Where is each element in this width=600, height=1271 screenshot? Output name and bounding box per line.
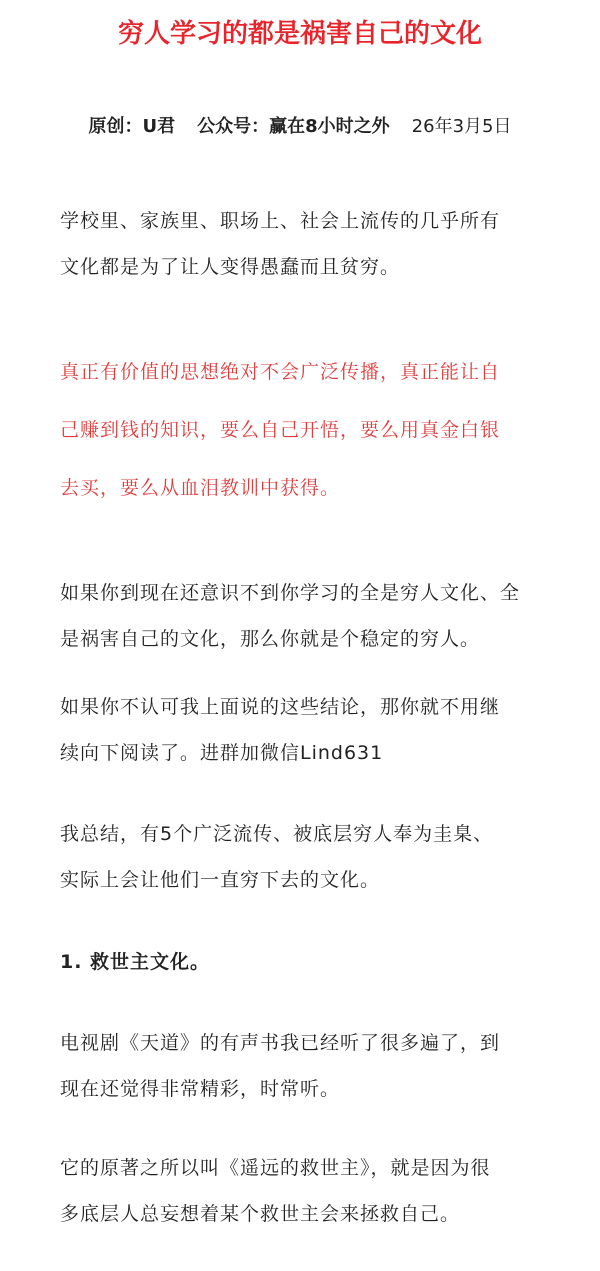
paragraph-poor-culture [60, 570, 540, 662]
paragraph-line: 实际上会让他们一直穷下去的文化。 [60, 869, 381, 891]
article-meta [0, 112, 600, 142]
section-heading [60, 942, 540, 982]
paragraph-line: 续向下阅读了。进群加微信Lind631 [60, 742, 384, 764]
publish-date: 26年3月5日 [411, 116, 512, 137]
paragraph-line: 是祸害自己的文化，那么你就是个稳定的穷人。 [60, 628, 481, 650]
paragraph-line: 电视剧《天道》的有声书我已经听了很多遍了，到 [60, 1032, 501, 1054]
account-name[interactable]: 公众号：赢在8小时之外 [197, 116, 390, 137]
paragraph-line: 如果你到现在还意识不到你学习的全是穷人文化、全 [60, 582, 521, 604]
paragraph-line: 我总结，有5个广泛流传、被底层穷人奉为圭臬、 [60, 823, 494, 845]
section-heading-text: 1. 救世主文化。 [60, 951, 211, 973]
paragraph-highlight [60, 343, 540, 517]
paragraph-tiandao [60, 1020, 540, 1112]
paragraph-intro [60, 198, 540, 290]
paragraph-line: 真正有价值的思想绝对不会广泛传播，真正能让自 [60, 361, 501, 383]
paragraph-savior [60, 1145, 540, 1237]
paragraph-summary [60, 811, 540, 903]
paragraph-line: 去买，要么从血泪教训中获得。 [60, 477, 341, 499]
article-title: 穷人学习的都是祸害自己的文化 [117, 19, 482, 49]
paragraph-line: 现在还觉得非常精彩，时常听。 [60, 1078, 341, 1100]
paragraph-line: 文化都是为了让人变得愚蠢而且贫穷。 [60, 256, 401, 278]
paragraph-line: 它的原著之所以叫《遥远的救世主》，就是因为很 [60, 1157, 491, 1179]
paragraph-disagree [60, 684, 540, 776]
paragraph-line: 学校里、家族里、职场上、社会上流传的几乎所有 [60, 210, 501, 232]
paragraph-line: 多底层人总妄想着某个救世主会来拯救自己。 [60, 1203, 461, 1225]
original-author: 原创：U君 [88, 116, 176, 137]
paragraph-line: 己赚到钱的知识，要么自己开悟，要么用真金白银 [60, 419, 501, 441]
paragraph-line: 如果你不认可我上面说的这些结论，那你就不用继 [60, 696, 501, 718]
